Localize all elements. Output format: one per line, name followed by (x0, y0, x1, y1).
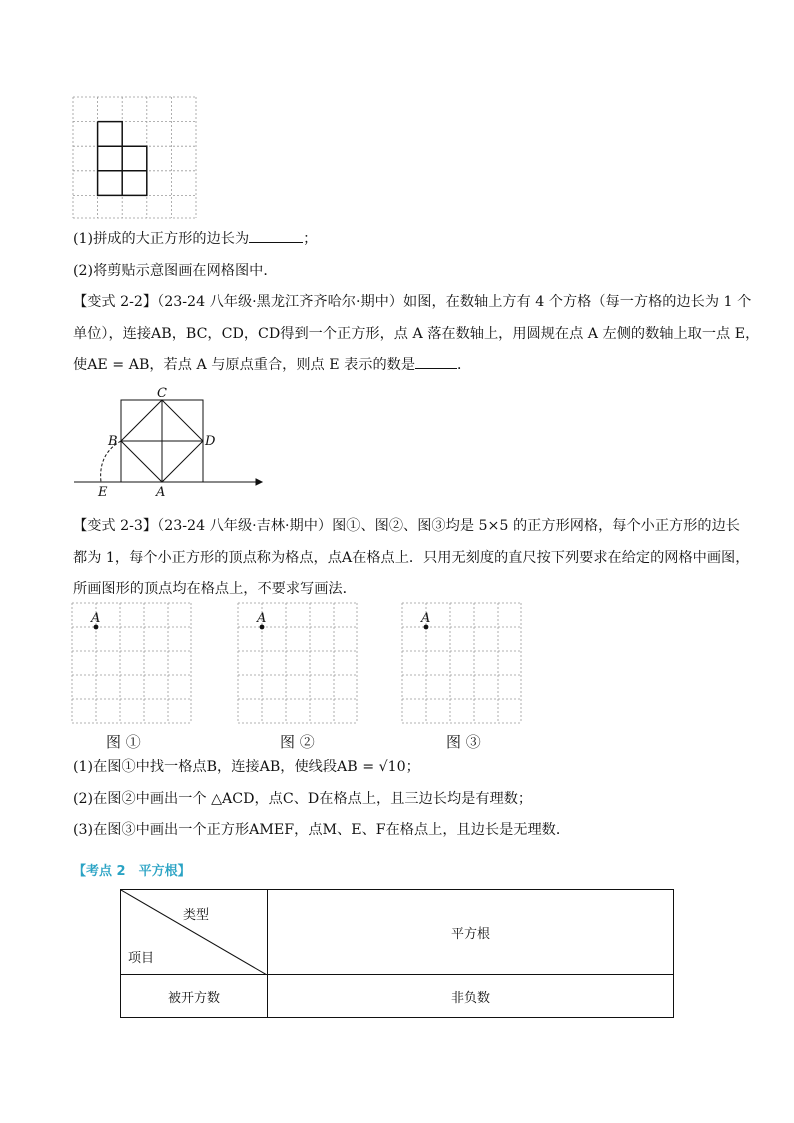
label-a: A (156, 485, 166, 500)
diagonal-header-cell (121, 890, 268, 975)
row-value-nonnegative: 非负数 (268, 975, 674, 1018)
problem1-q2: (2)将剪贴示意图画在网格图中． (73, 263, 278, 279)
jigsaw-grid-figure (72, 96, 198, 220)
label-b: B (108, 434, 118, 449)
label-e: E (98, 485, 108, 500)
grid-figure-1 (71, 602, 193, 726)
line3-suffix: ． (457, 357, 472, 373)
label-d: D (205, 434, 216, 449)
variant23-q1: (1)在图①中找一格点B，连接AB，使线段AB = √10； (73, 759, 420, 775)
point-a-label: A (91, 611, 101, 626)
variant23-line1: 【变式 2-3】（23-24 八年级·吉林·期中）图①、图②、图③均是 5×5 的正方形网格，每个小正方形的边长 (73, 518, 740, 534)
variant22-line3 (73, 355, 471, 375)
q1-text: (1)拼成的大正方形的边长为 (73, 231, 250, 247)
variant22-line1: 【变式 2-2】（23-24 八年级·黑龙江齐齐哈尔·期中）如图，在数轴上方有 4 个方格（每一方格的边长为 1 个 (73, 294, 752, 310)
number-line-square-figure (70, 384, 265, 500)
section-title: 【考点 2 平方根】 (73, 864, 191, 879)
variant23-line3: 所画图形的顶点均在格点上，不要求写画法． (73, 581, 357, 597)
line3-text: 使AE = AB，若点 A 与原点重合，则点 E 表示的数是 (73, 357, 416, 373)
variant23-q3: (3)在图③中画出一个正方形AMEF，点M、E、F在格点上，且边长是无理数． (73, 822, 571, 838)
variant23-q2: (2)在图②中画出一个 △ACD，点C、D在格点上，且三边长均是有理数； (73, 791, 533, 807)
grid-figure-2 (237, 602, 359, 726)
row-label-radicand: 被开方数 (121, 975, 268, 1018)
variant22-line2: 单位），连接AB，BC，CD，CD得到一个正方形，点 A 落在数轴上，用圆规在点 A 左侧的数轴上取一点 E， (73, 326, 760, 342)
header-square-root: 平方根 (268, 890, 674, 975)
header-item: 项目 (128, 951, 155, 966)
square-root-table (120, 889, 674, 1018)
problem1-q1 (73, 229, 317, 249)
point-a-label: A (257, 611, 267, 626)
caption-figure-2: 图 ② (280, 733, 315, 751)
label-c: C (157, 386, 167, 401)
answer-blank (249, 242, 303, 243)
header-type: 类型 (183, 908, 210, 923)
q1-suffix: ； (303, 231, 318, 247)
caption-figure-3: 图 ③ (446, 733, 481, 751)
grid-figure-3 (401, 602, 523, 726)
answer-blank (415, 368, 457, 369)
point-a-label: A (421, 611, 431, 626)
variant23-line2: 都为 1，每个小正方形的顶点称为格点，点A在格点上．只用无刻度的直尺按下列要求在给定的网格中画图， (73, 550, 750, 566)
caption-figure-1: 图 ① (106, 733, 141, 751)
